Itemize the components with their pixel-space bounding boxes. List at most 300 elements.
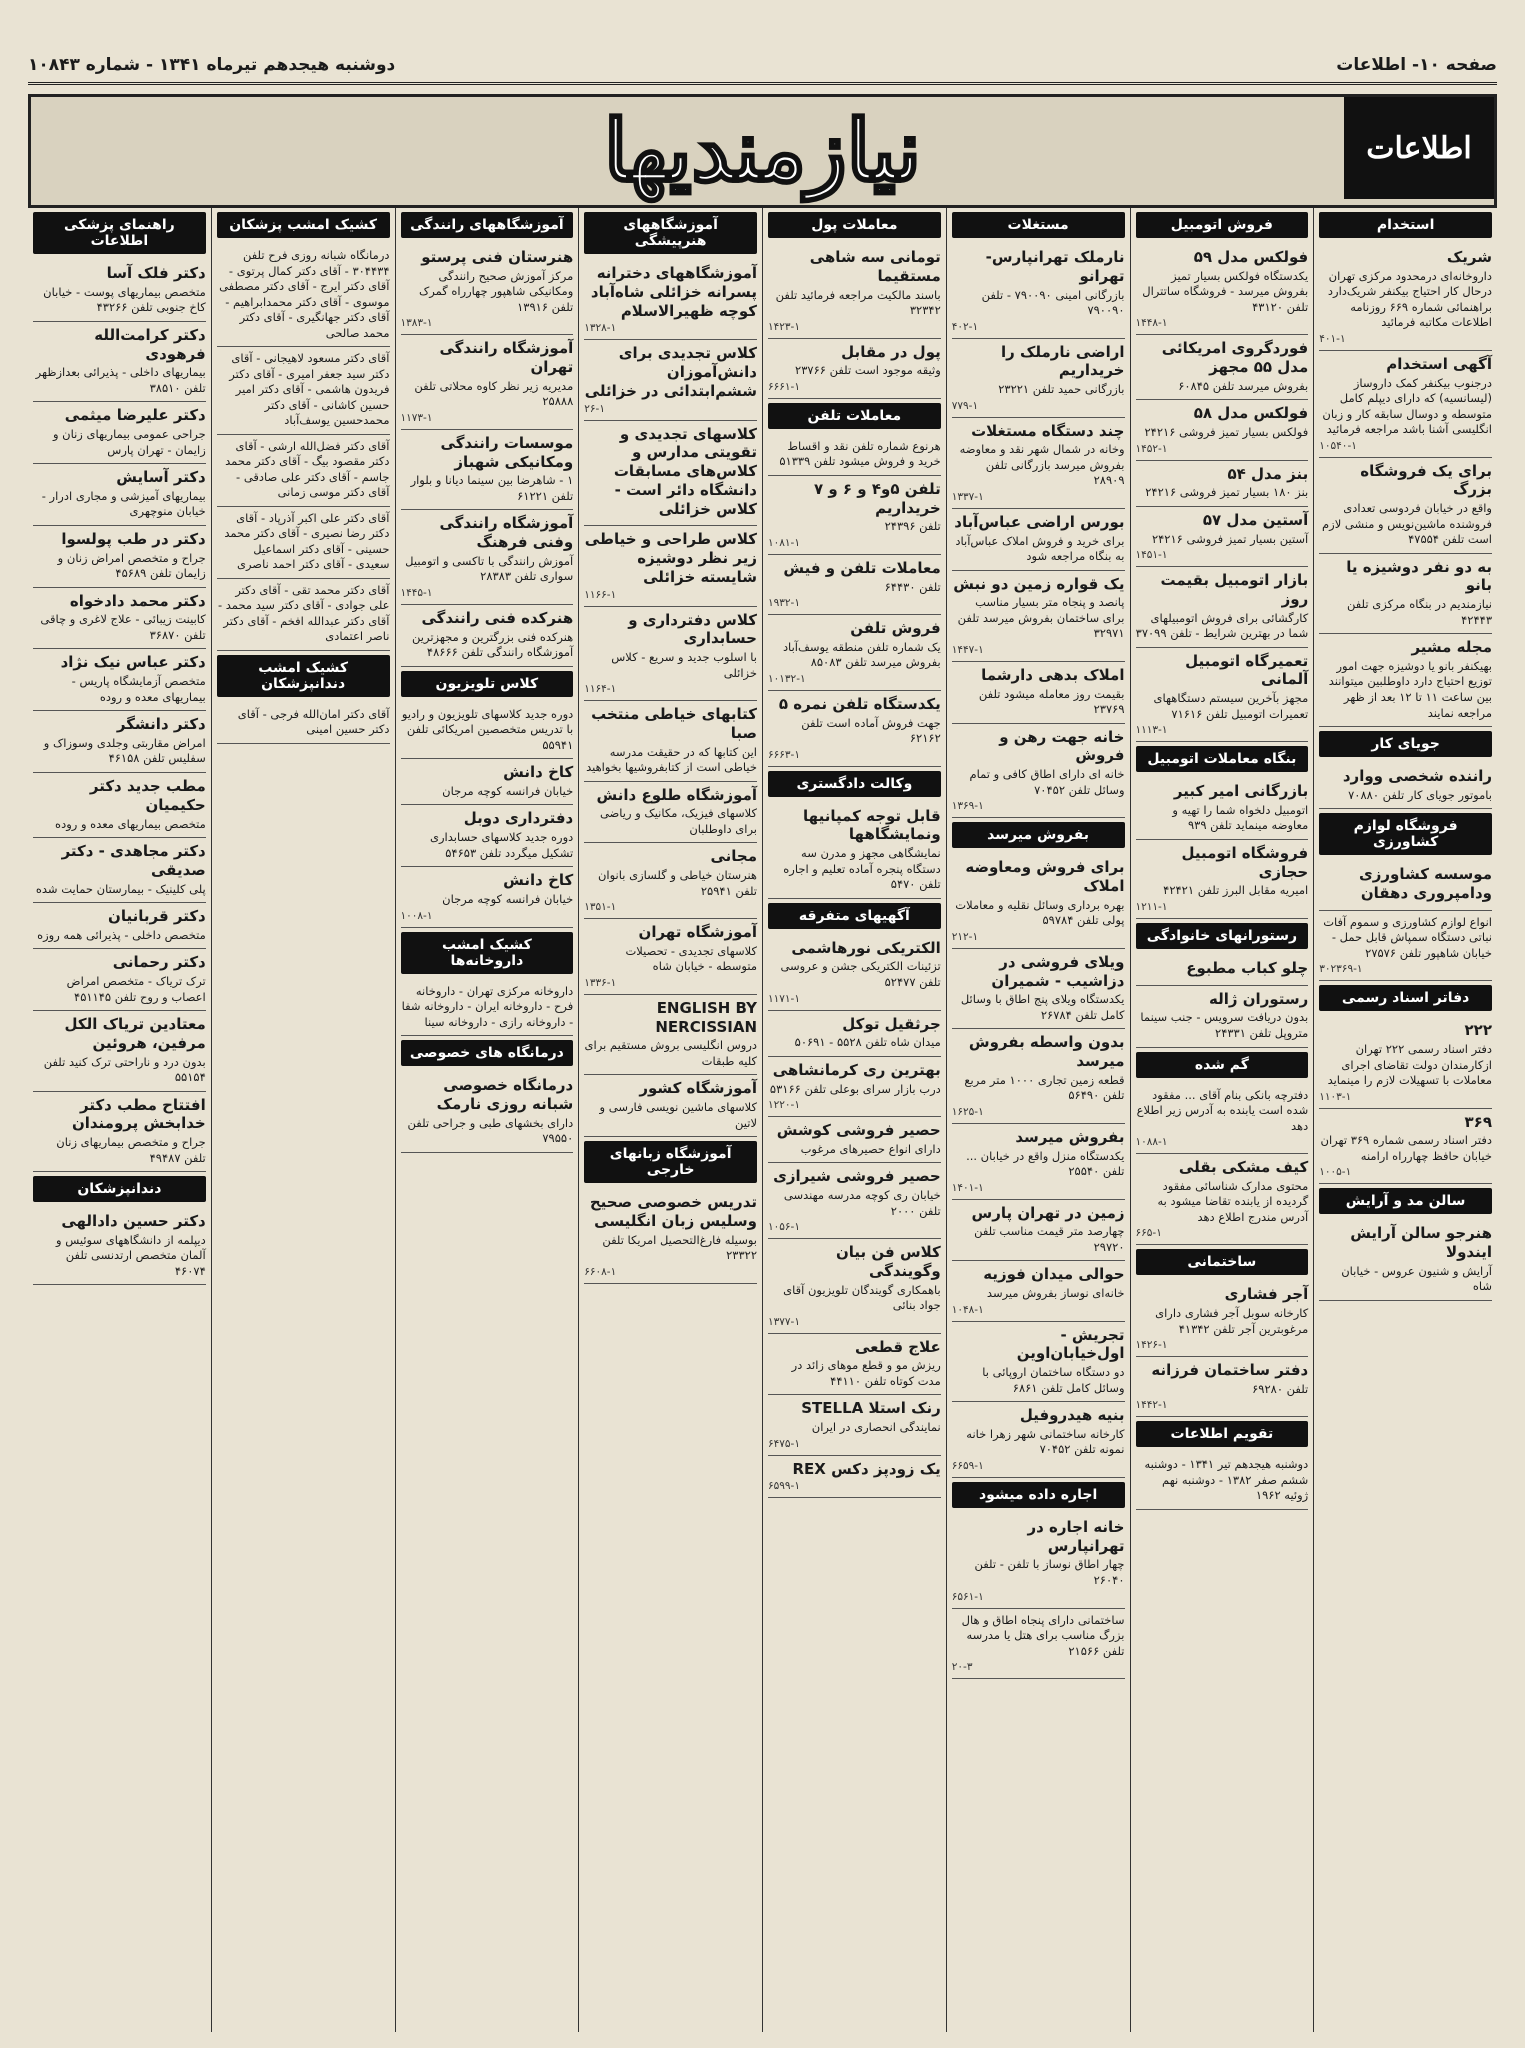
ad-code: ۱۰۱۳۲-۱	[768, 672, 806, 685]
ad-body: دو دستگاه ساختمان اروپائی با وسائل کامل تلفن ۶۸۶۱	[982, 1365, 1125, 1395]
ad-headline: دکتر مجاهدی - دکتر صدیقی	[61, 842, 206, 879]
ad-code: ۲۰-۳	[951, 1661, 973, 1674]
ad-body: ترک تریاک - متخصص امراض اعصاب و روح تلفن ۴۵۱۱۴۵	[66, 974, 206, 1004]
ad-headline: کاخ دانش	[503, 763, 574, 782]
ad-body: قطعه زمین تجاری ۱۰۰۰ متر مربع تلفن ۵۶۴۹۰	[964, 1072, 1125, 1103]
classified-ad	[1136, 986, 1309, 1048]
ad-code: ۶۵۹۹-۱	[768, 1480, 800, 1493]
ad-headline: جرثقیل توکل	[842, 1014, 941, 1033]
ad-headline: پول در مقابل	[841, 342, 941, 361]
ad-body: کلاسهای فیزیک، مکانیک و ریاضی برای داوطلبان	[599, 806, 757, 836]
ad-body: کابینت زیبائی - علاج لاغری و چاقی تلفن ۳۶۸۷۰	[40, 612, 206, 642]
ad-code: ۴۰۱-۱	[1319, 332, 1346, 345]
ad-body: یکدستگاه منزل واقع در خیابان ... تلفن ۲۵۵۴۰	[966, 1148, 1125, 1179]
ad-headline: چلو کباب مطبوع	[1186, 958, 1309, 977]
ad-headline: کلاس دفترداری و حسابداری	[628, 610, 757, 648]
ad-body: دفترچه بانکی بنام آقای ... مفقود شده است یابنده به آدرس زیر اطلاع دهد	[1136, 1087, 1309, 1133]
ad-body: مجهز بآخرین سیستم دستگاههای تعمیرات اتومبیل تلفن ۷۱۶۱۶	[1153, 691, 1309, 721]
section-header: بنگاه معاملات اتومبیل	[1136, 746, 1309, 772]
ad-body: دفتر اسناد رسمی ۲۲۲ تهران ازکارمندان دولت تقاضای اجرای معاملات با تسهیلات لازم را مینماید	[1327, 1042, 1492, 1088]
classified-ad	[584, 919, 757, 995]
classified-ad	[401, 430, 574, 511]
classified-ad	[768, 935, 941, 1011]
classified-ad	[401, 703, 574, 760]
ad-body: دفتر اسناد رسمی شماره ۳۶۹ تهران خیابان حافظ چهارراه ارامنه	[1320, 1133, 1492, 1163]
ad-code: ۶۶۵۹-۱	[951, 1459, 984, 1472]
ad-headline: دکتر علیرضا میثمی	[64, 406, 206, 425]
ad-headline: معاملات تلفن و فیش	[783, 558, 941, 577]
ad-code: ۱۴۴۷-۱	[951, 643, 984, 656]
classified-ad	[1136, 1084, 1309, 1155]
masthead-banner	[28, 94, 1497, 208]
ad-body: متخصص آزمایشگاه پاریس - بیماریهای معده و روده	[71, 674, 206, 704]
ad-headline: آجر فشاری	[1224, 1285, 1309, 1304]
classified-ad	[952, 854, 1125, 949]
ad-body: نمایندگی انحصاری در ایران	[811, 1420, 941, 1435]
classified-ad	[768, 339, 941, 399]
classified-ad	[768, 691, 941, 767]
classified-ad	[952, 571, 1125, 662]
classified-ad	[768, 1163, 941, 1239]
ad-headline: کیف مشکی بقلی	[1178, 1158, 1309, 1177]
section-header: استخدام	[1319, 212, 1492, 238]
classified-ad	[1319, 1220, 1492, 1301]
ad-headline: درمانگاه خصوصی شبانه روزی نارمک	[436, 1076, 574, 1113]
classified-ad	[401, 805, 574, 867]
classified-ad	[952, 724, 1125, 819]
classified-ad	[952, 1124, 1125, 1200]
section-header: فروش اتومبیل	[1136, 212, 1309, 238]
ad-body: آستین بسیار تمیز فروشی ۲۴۲۱۶	[1151, 531, 1309, 546]
ad-body: آقای دکتر امان‌الله فرجی - آقای دکتر حسین امینی	[237, 706, 390, 737]
ad-body: خانه‌ای نوساز بفروش میرسد	[986, 1286, 1125, 1301]
ad-headline: آموزشگاه تهران	[638, 923, 757, 942]
ad-body: جراحی عمومی بیماریهای زنان و زایمان - تهران پارس	[52, 427, 206, 457]
ad-headline: آگهی استخدام	[1386, 354, 1492, 373]
classified-ad	[401, 1072, 574, 1153]
ad-code: ۱۴۴۵-۱	[400, 586, 433, 599]
ad-headline: زمین در تهران پارس	[971, 1203, 1125, 1222]
section-header: کلاس تلویزیون	[401, 671, 574, 697]
section-header: معاملات پول	[768, 212, 941, 238]
classified-ad	[952, 949, 1125, 1030]
classified-ad	[768, 244, 941, 339]
ad-code: ۱۰۰۵-۱	[1319, 1166, 1352, 1179]
ad-code: ۱۳۳۶-۱	[584, 976, 617, 989]
ad-body: مدیریه زیر نظر کاوه محلاتی تلفن ۲۵۸۸۸	[414, 378, 574, 409]
classified-ad	[584, 1075, 757, 1137]
ad-code: ۱۳۳۷-۱	[951, 490, 984, 503]
ad-code: ۱۰۰۸-۱	[400, 909, 433, 922]
ad-headline: کاخ دانش	[503, 871, 574, 890]
classified-ad	[1319, 458, 1492, 554]
ad-body: خیابان فرانسه کوچه مرجان	[442, 892, 574, 907]
classified-ad	[768, 1117, 941, 1163]
classified-ad	[584, 1189, 757, 1284]
section-header: آگهیهای متفرقه	[768, 903, 941, 929]
ad-code: ۱۳۷۷-۱	[768, 1315, 800, 1328]
classified-ad	[1319, 861, 1492, 911]
ad-body: هنرستان خیاطی و گلسازی بانوان تلفن ۲۵۹۴۱	[597, 868, 757, 898]
ad-headline: برای فروش ومعاوضه املاک	[965, 858, 1125, 895]
column-8	[28, 208, 211, 2032]
ad-body: بفروش میرسد تلفن ۶۰۸۴۵	[1178, 378, 1309, 393]
ad-body: فولکس بسیار تمیز فروشی ۲۴۲۱۶	[1144, 425, 1309, 440]
ad-code: ۱۲۱۱-۱	[1135, 900, 1168, 913]
ad-body: آقای دکتر محمد تقی - آقای دکتر علی جوادی - آقای دکتر سید محمد - آقای دکتر عبدالله افخم - آقای دکتر ناصر اعتمادی	[217, 582, 390, 644]
classified-ad	[33, 1011, 206, 1092]
ad-body: وثیقه موجود است تلفن ۲۳۷۶۶	[795, 363, 941, 378]
classified-ad	[401, 980, 574, 1037]
ad-body: درب بازار سرای بوعلی تلفن ۵۳۱۶۶	[769, 1081, 941, 1096]
ad-headline: بدون واسطه بفروش میرسد	[968, 1033, 1125, 1071]
ad-headline: بنز مدل ۵۴	[1227, 464, 1309, 483]
ad-code: ۶۶۰۸-۱	[584, 1265, 617, 1278]
ad-body: بازرگانی حمید تلفن ۲۳۲۲۱	[998, 382, 1125, 397]
ad-body: آقای دکتر فضل‌الله ارشی - آقای دکتر مقصود بیگ - آقای دکتر محمد جاسم - آقای دکتر علی صادقی - آقای دکتر موسی زمانی	[225, 438, 390, 500]
ad-body: آرایش و شنیون عروس - خیابان شاه	[1341, 1263, 1492, 1294]
ad-headline: خانه جهت رهن و فروش	[999, 727, 1125, 765]
ad-headline: مطب جدید دکتر حکیمیان	[89, 777, 206, 814]
masthead-corner: اطلاعات	[1344, 97, 1494, 199]
ad-body: باسند مالکیت مراجعه فرمائید تلفن ۳۲۳۴۲	[775, 287, 941, 318]
ad-code: ۱۴۰۱-۱	[951, 1181, 984, 1194]
section-header: کشیک امشب دندانپزشکان	[217, 655, 390, 697]
ad-code: ۱۴۲۶-۱	[1135, 1339, 1168, 1352]
ad-body: درجنوب بیکنفر کمک داروساز (لیسانسیه) که دارای دیپلم کامل متوسطه و دوسال سابقه کار و زبان انگلیسی آشنا باشد مراجعه فرمائید	[1322, 375, 1492, 437]
classified-ad	[768, 555, 941, 615]
classified-ad	[33, 402, 206, 464]
ad-body: درمانگاه شبانه روزی فرح تلفن ۳۰۴۴۳۴ - آقای دکتر کمال پرتوی - آقای دکتر ایرج - آقای دکتر مصطفی موسوی - آقای دکتر محمدابراهیم - آقای دکتر جهانگیری - آقای دکتر محمد صالحی	[219, 248, 390, 340]
ad-body: بیماریهای داخلی - پذیرائی بعدازظهر تلفن ۳۸۵۱۰	[35, 365, 206, 395]
ad-code: ۶۴۷۵-۱	[768, 1437, 800, 1450]
section-header: گم شده	[1136, 1052, 1309, 1078]
classified-ad	[1136, 461, 1309, 507]
ad-body: بهیکنفر بانو یا دوشیزه جهت امور توزیع احتیاج دارد داوطلبین میتوانند بین ساعت ۱۱ تا ۱۲ بعد از ظهر مراجعه نمایند	[1328, 658, 1492, 720]
ad-headline: کلاس طراحی و خیاطی زیر نظر دوشیزه شایسته خزائلی	[584, 530, 757, 586]
ad-body: یکدستگاه فولکس بسیار تمیز بفروش میرسد - فروشگاه ساتترال تلفن ۴۳۱۲۰	[1142, 268, 1309, 314]
classified-ad	[1319, 244, 1492, 351]
classified-ad	[1136, 567, 1309, 648]
classified-ad	[584, 421, 757, 527]
ad-body: تلفن ۶۹۲۸۰	[1252, 1381, 1309, 1396]
classified-ad	[768, 803, 941, 899]
classified-ad	[1319, 911, 1492, 982]
ad-body: پانصد و پنجاه متر بسیار مناسب برای ساختمان بفروش میرسد تلفن ۳۲۹۷۱	[957, 595, 1125, 641]
ad-body: خانه ای دارای اطاق کافی و تمام وسائل تلفن ۷۰۴۵۲	[969, 767, 1125, 797]
ad-headline: بفروش میرسد	[1015, 1127, 1125, 1146]
classified-columns	[28, 208, 1497, 2032]
ad-code: ۱۱۷۳-۱	[400, 411, 433, 424]
classified-ad	[401, 605, 574, 667]
ad-code: ۱۶۲۵-۱	[951, 1105, 984, 1118]
ad-body: وخانه در شمال شهر نقد و معاوضه بفروش میرسد بازرگانی تلفن ۲۸۹۰۹	[959, 442, 1125, 488]
ad-headline: آموزشگاه رانندگی تهران	[439, 339, 574, 377]
ad-body: هرنوع شماره تلفن نقد و اقساط خرید و فروش میشود تلفن ۵۱۳۳۹	[779, 438, 941, 469]
classified-ad	[1319, 634, 1492, 727]
ad-body: دارای بخشهای طبی و جراحی تلفن ۷۹۵۵۰	[407, 1115, 574, 1146]
folio-date-issue: دوشنبه هیجدهم تیرماه ۱۳۴۱ - شماره ۱۰۸۴۳	[28, 55, 396, 75]
ad-headline: بازرگانی امیر کبیر	[1173, 782, 1309, 801]
classified-ad	[952, 244, 1125, 339]
ad-headline: حصیر فروشی شیرازی	[773, 1167, 941, 1186]
ad-headline: اراضی نارملک را خریداریم	[1001, 342, 1125, 380]
ad-code: ۱۳۵۱-۱	[584, 901, 617, 914]
ad-body: جراح و متخصص امراض زنان و زایمان تلفن ۴۵۶۸۹	[57, 550, 206, 581]
page-folio	[28, 48, 1497, 85]
classified-ad	[952, 418, 1125, 509]
ad-body: تلفن ۶۴۴۳۰	[884, 579, 941, 594]
ad-headline: دکتر رحمانی	[112, 953, 206, 972]
ad-headline: مجله مشیر	[1411, 638, 1492, 657]
classified-ad	[33, 903, 206, 949]
ad-headline: علاج قطعی	[855, 1337, 941, 1356]
ad-headline: کلاس فن بیان وگویندگی	[835, 1243, 941, 1280]
ad-headline: هنرستان فنی پرستو	[421, 248, 574, 266]
ad-body: دروس انگلیسی بروش مستقیم برای کلیه طبقات	[584, 1038, 757, 1068]
ad-body: کلاسهای تجدیدی - تحصیلات متوسطه - خیابان شاه	[625, 943, 757, 974]
ad-headline: کلاس تجدیدی برای دانش‌آموزان ششم‌ابتدائی در خزائلی	[584, 344, 757, 400]
classified-ad	[768, 1334, 941, 1396]
classified-ad	[1136, 1281, 1309, 1357]
ad-code: ۱۳۲۸-۱	[584, 322, 617, 335]
ad-body: میدان شاه تلفن ۵۵۲۸ - ۵۰۶۹۱	[794, 1035, 941, 1050]
section-header: تقویم اطلاعات	[1136, 1421, 1309, 1447]
section-header: کشیک امشب داروخانه‌ها	[401, 932, 574, 974]
ad-body: انواع لوازم کشاورزی و سموم آفات نباتی دستگاه سمپاش قابل حمل - خیابان شاهپور تلفن ۲۷۵۷۶	[1323, 914, 1492, 960]
ad-headline: موسسه کشاورزی ودامپروری دهقان	[1359, 865, 1492, 903]
section-header: مستغلات	[952, 212, 1125, 238]
ad-headline: فروش تلفن	[850, 619, 941, 638]
ad-code: ۱۴۵۲-۱	[1135, 442, 1168, 455]
classified-ad	[1136, 955, 1309, 986]
ad-headline: موسسات رانندگی ومکانیکی شهباز	[440, 433, 574, 471]
ad-headline: یک زودپز دکس REX	[792, 1459, 941, 1478]
ad-headline: تلفن ۵و۴ و ۶ و ۷ خریداریم	[813, 479, 941, 517]
classified-ad	[33, 838, 206, 903]
ad-headline: بورس اراضی عباس‌آباد	[954, 512, 1125, 531]
ad-code: ۱۰۸۱-۱	[768, 536, 800, 549]
ad-body: بیماریهای آمیزشی و مجاری ادرار - خیابان منوچهری	[41, 488, 206, 519]
section-header: جویای کار	[1319, 731, 1492, 757]
ad-headline: دکتر حسین دادالهی	[61, 1212, 206, 1231]
ad-body: بوسیله فارغ‌التحصیل امریکا تلفن ۲۳۳۲۲	[602, 1232, 757, 1263]
ad-body: آقای دکتر علی اکبر آذرپاد - آقای دکتر رضا نصیری - آقای دکتر محمد حسینی - آقای دکتر اسماعیل سعیدی - آقای دکتر احمد ناصری	[224, 510, 390, 572]
ad-headline: فوردگروی امریکائی مدل ۵۵ مجهز	[1161, 339, 1309, 377]
ad-body: دوشنبه هیجدهم تیر ۱۳۴۱ - دوشنبه ششم صفر ۱۳۸۲ - دوشنبه نهم ژوئیه ۱۹۶۲	[1144, 1457, 1309, 1503]
ad-body: یک شماره تلفن منطقه یوسف‌آباد بفروش میرسد تلفن ۸۵۰۸۳	[782, 639, 941, 670]
ad-body: کارخانه ساختمانی شهر زهرا خانه نمونه تلفن ۷۰۴۵۲	[966, 1426, 1125, 1457]
classified-ad	[952, 1029, 1125, 1124]
column-2	[1130, 208, 1314, 2032]
ad-body: جراح و متخصص بیماریهای زنان تلفن ۴۹۴۸۷	[56, 1135, 206, 1165]
ad-body: امراض مقاربتی وجلدی وسوزاک و سفلیس تلفن ۴۶۱۵۸	[43, 735, 206, 766]
classified-ad	[1136, 1357, 1309, 1417]
ad-body: اتومبیل دلخواه شما را تهیه و معاوضه مینماید تلفن ۹۳۹	[1172, 802, 1309, 833]
classified-ad	[768, 1239, 941, 1334]
ad-body: تزئینات الکتریکی جشن و عروسی تلفن ۵۲۴۷۷	[780, 959, 941, 989]
classified-ad	[1136, 244, 1309, 335]
ad-headline: الکتریکی نورهاشمی	[791, 938, 941, 957]
ad-headline: ENGLISH BY NERCISSIAN	[655, 998, 757, 1036]
ad-body: دیپلمه از دانشگاههای سوئیس و آلمان متخصص ارتدنسی تلفن ۴۶۰۷۴	[56, 1232, 206, 1278]
section-header: ساختمانی	[1136, 1249, 1309, 1275]
ad-body: کارخانه سوبل آجر فشاری دارای مرغوبترین آجر تلفن ۴۱۳۴۲	[1155, 1306, 1309, 1336]
classified-ad	[33, 711, 206, 773]
classified-ad	[1136, 840, 1309, 919]
ad-body: مرکز آموزش صحیح رانندگی ومکانیکی شاهپور چهارراه گمرک تلفن ۱۳۹۱۶	[418, 268, 574, 314]
ad-body: کارگشائی برای فروش اتومبیلهای شما در بهترین شرایط - تلفن ۳۷۰۹۹	[1135, 610, 1309, 641]
ad-code: ۱۱۷۱-۱	[768, 992, 800, 1005]
section-header: آموزشگاههای رانندگی	[401, 212, 574, 238]
ad-body: باهمکاری گویندگان تلویزیون آقای جواد بنائی	[783, 1282, 941, 1313]
classified-ad	[584, 843, 757, 919]
classified-ad	[584, 607, 757, 702]
classified-ad	[768, 1057, 941, 1117]
ad-headline: دکتر آسایش	[116, 468, 206, 487]
classified-ad	[401, 244, 574, 335]
ad-code: ۱۴۵۱-۱	[1135, 549, 1168, 562]
ad-body: با اسلوب جدید و سریع - کلاس خزائلی	[611, 650, 757, 680]
ad-body: پلی کلینیک - بیمارستان حمایت شده	[35, 881, 206, 896]
classified-ad	[217, 579, 390, 651]
classified-ad	[33, 526, 206, 588]
ad-headline: افتتاح مطب دکتر خدابخش پرومندان	[71, 1095, 206, 1133]
section-header: آموزشگاههای هنرپیشگی	[584, 212, 757, 254]
ad-headline: تعمیرگاه اتومبیل آلمانی	[1185, 651, 1309, 689]
ad-code: ۱۰۴۸-۱	[951, 1303, 984, 1316]
ad-code: ۳۰۲۳۶۹-۱	[1319, 963, 1363, 976]
ad-headline: بنیه هیدروفیل	[1019, 1406, 1125, 1425]
ad-code: ۴۰۲-۱	[951, 320, 979, 333]
ad-headline: دکتر کرامت‌الله فرهودی	[94, 325, 206, 363]
ad-body: ۱ - شاهرضا بین سینما دیانا و بلوار تلفن ۶۱۲۲۱	[410, 473, 574, 503]
ad-body: آقای دکتر مسعود لاهیجانی - آقای دکتر سید جعفر امیری - آقای دکتر فریدون هاشمی - آقای دکتر امیر حسین کاشانی - آقای دکتر محمدحسین یوسف‌آباد	[229, 351, 390, 428]
ad-body: امیریه مقابل البرز تلفن ۴۲۴۲۱	[1163, 883, 1309, 898]
classified-ad	[217, 507, 390, 579]
ad-headline: ویلای فروشی در دزاشیب - شمیران	[991, 952, 1125, 990]
classified-ad	[33, 260, 206, 322]
classified-ad	[1136, 507, 1309, 567]
ad-body: جهت فروش آماده است تلفن ۶۲۱۶۲	[801, 715, 941, 746]
classified-ad	[217, 703, 390, 744]
classified-ad	[401, 867, 574, 927]
classified-ad	[584, 701, 757, 782]
ad-headline: حصیر فروشی کوشش	[776, 1121, 941, 1140]
ad-headline: فروشگاه اتومبیل حجازی	[1181, 843, 1309, 881]
ad-body: خیابان فرانسه کوچه مرجان	[442, 783, 574, 798]
ad-body: ریزش مو و قطع موهای زائد در مدت کوتاه تلفن ۴۴۱۱۰	[791, 1358, 941, 1388]
ad-body: داروخانه‌ای درمحدود مرکزی تهران درحال کار احتیاج بیکنفر شریک‌دارد براهنمائی شماره ۶۶۹ روزنامه اطلاعات مکاتبه فرمائید	[1327, 268, 1492, 330]
section-header: دندانپزشکان	[33, 1176, 206, 1202]
ad-headline: حوالی میدان فوزیه	[983, 1265, 1125, 1284]
ad-body: دارای انواع حصیرهای مرغوب	[800, 1141, 941, 1156]
classified-ad	[1136, 648, 1309, 743]
ad-body: خیابان ری کوچه مدرسه مهندسی تلفن ۲۰۰۰	[783, 1188, 941, 1218]
ad-headline: ۳۶۹	[1464, 1112, 1492, 1131]
classified-ad	[952, 1609, 1125, 1680]
classified-ad	[768, 1456, 941, 1499]
column-1	[1313, 208, 1497, 2032]
ad-headline: کتابهای خیاطی منتخب صبا	[591, 705, 757, 742]
classified-ad	[768, 435, 941, 476]
classified-ad	[584, 782, 757, 844]
classified-ad	[1136, 778, 1309, 840]
column-3	[946, 208, 1130, 2032]
classified-ad	[584, 340, 757, 420]
classified-ad	[33, 464, 206, 526]
ad-code: ۷۷۹-۱	[951, 399, 979, 412]
classified-ad	[217, 347, 390, 435]
ad-headline: املاک بدهی دارشما	[981, 665, 1125, 684]
ad-headline: فولکس مدل ۵۹	[1193, 248, 1309, 266]
ad-headline: راننده شخصی ووارد	[1342, 767, 1492, 786]
ad-headline: یک قواره زمین دو نبش	[953, 574, 1125, 593]
section-header: بفروش میرسد	[952, 822, 1125, 848]
classified-ad	[952, 1322, 1125, 1403]
classified-ad	[952, 1514, 1125, 1609]
classified-ad	[952, 1261, 1125, 1321]
ad-headline: برای یک فروشگاه بزرگ	[1360, 461, 1492, 499]
ad-headline: دکتر فلک آسا	[106, 264, 206, 282]
ad-headline: به دو نفر دوشیزه یا بانو	[1346, 557, 1492, 595]
ad-code: ۱۹۳۲-۱	[768, 597, 800, 610]
ad-headline: ۲۲۲	[1464, 1021, 1492, 1040]
classified-ad	[584, 995, 757, 1076]
ad-headline: هنرکده فنی رانندگی	[421, 608, 574, 627]
ad-code: ۱۰۵۶-۱	[768, 1221, 800, 1234]
section-header: آموزشگاه زبانهای خارجی	[584, 1141, 757, 1183]
classified-ad	[33, 1208, 206, 1285]
classified-ad	[768, 1011, 941, 1057]
ad-code: ۲۱۲-۱	[951, 930, 979, 943]
classified-ad	[584, 260, 757, 340]
ad-headline: دکتر محمد دادخواه	[69, 591, 206, 610]
ad-code: ۶۵۶۱-۱	[951, 1590, 984, 1603]
ad-code: ۶۶۶۱-۱	[768, 380, 800, 393]
ad-headline: آموزشگاههای دخترانه پسرانه خزائلی شاه‌آباد کوچه ظهیرالاسلام	[590, 264, 757, 320]
ad-code: ۱۲۲۰-۱	[768, 1099, 800, 1112]
classified-ad	[768, 615, 941, 691]
classified-ad	[1136, 1154, 1309, 1245]
ad-headline: چند دستگاه مستغلات	[971, 421, 1125, 440]
ad-code: ۶۶۶۳-۱	[768, 748, 800, 761]
classified-ad	[1319, 763, 1492, 809]
section-header: رستورانهای خانوادگی	[1136, 923, 1309, 949]
ad-body: دوره جدید کلاسهای تلویزیون و رادیو با تدریس متخصصین امریکائی تلفن ۵۵۹۴۱	[401, 706, 574, 752]
classified-ad	[401, 335, 574, 430]
ad-headline: دکتر دانشگر	[116, 715, 206, 734]
ad-headline: دفتر ساختمان فرزانه	[1151, 1361, 1309, 1380]
classified-ad	[1319, 351, 1492, 458]
masthead-title: نیازمندیها	[603, 101, 921, 200]
ad-body: باموتور جویای کار تلفن ۷۰۸۸۰	[1348, 787, 1492, 802]
ad-code: ۱۰۸۸-۱	[1135, 1136, 1168, 1149]
classified-ad	[33, 949, 206, 1011]
ad-headline: بازار اتومبیل بقیمت روز	[1160, 571, 1309, 608]
ad-body: بازرگانی امینی ۷۹۰۰۹۰ - تلفن ۷۹۰۰۹۰	[981, 287, 1125, 318]
ad-headline: تدریس خصوصی صحیح وسلیس زبان انگلیسی	[589, 1193, 757, 1230]
ad-headline: دکتر قربانیان	[108, 907, 206, 926]
ad-body: بدون درد و ناراحتی ترک کنید تلفن ۵۵۱۵۴	[43, 1054, 206, 1085]
classified-ad	[217, 435, 390, 507]
ad-code: ۱۱۶۴-۱	[584, 683, 617, 696]
ad-headline: دکتر عباس نیک نژاد	[60, 653, 206, 672]
ad-code: ۱۱۰۳-۱	[1319, 1090, 1352, 1103]
ad-headline: بهترین ری کرمانشاهی	[772, 1060, 941, 1079]
classified-ad	[33, 322, 206, 403]
classified-ad	[1319, 1017, 1492, 1108]
